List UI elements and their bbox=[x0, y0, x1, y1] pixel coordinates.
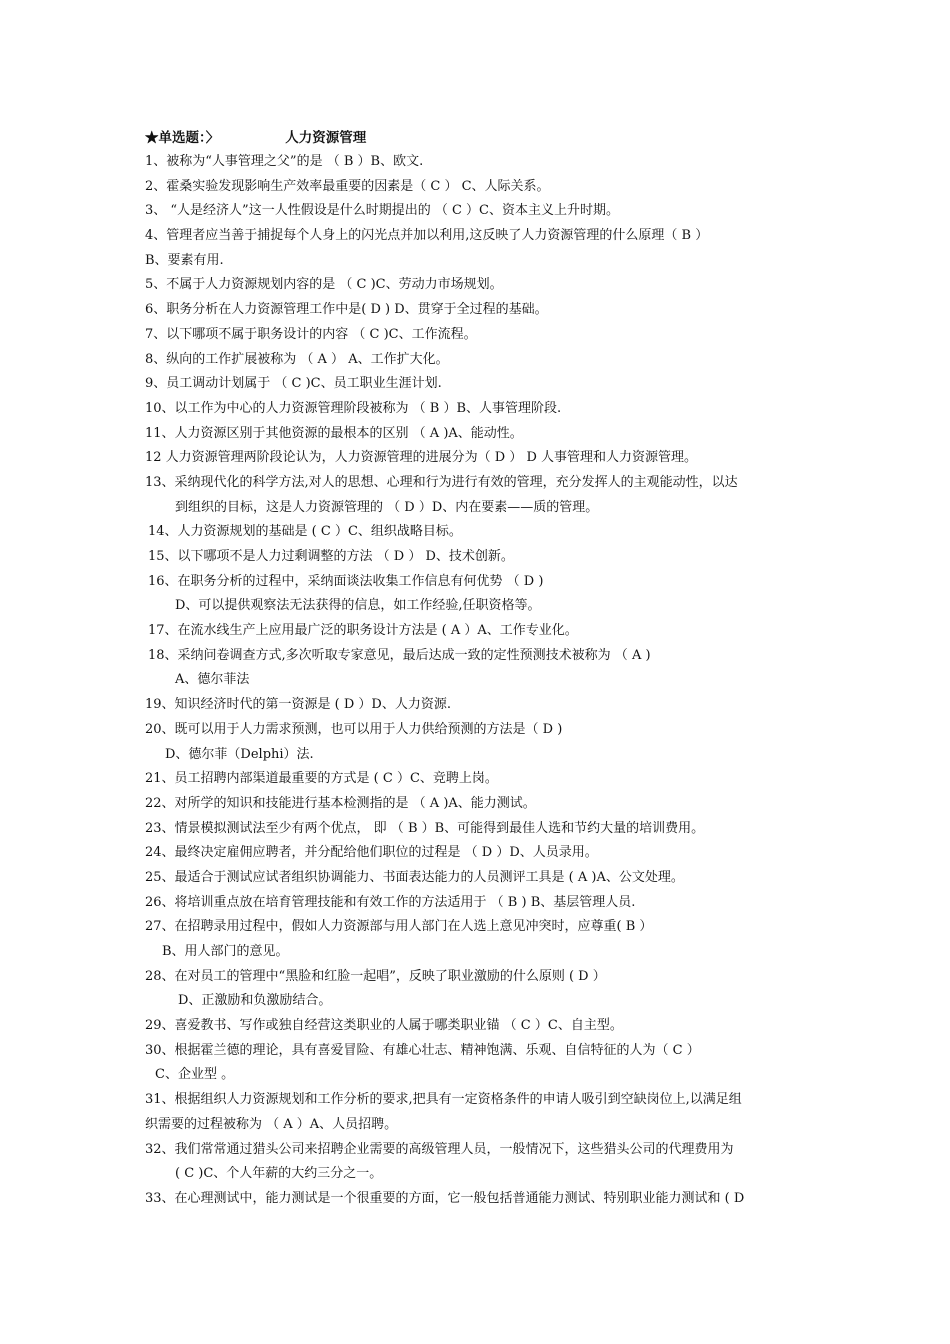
question-line: B、要素有用. bbox=[145, 252, 224, 268]
question-line: C、企业型 。 bbox=[155, 1067, 235, 1083]
question-line: 29、喜爱教书、写作或独自经营这类职业的人属于哪类职业锚 （ C ）C、自主型。 bbox=[145, 1018, 623, 1034]
question-line: B、用人部门的意见。 bbox=[162, 944, 289, 959]
question-line: 23、情景模拟测试法至少有两个优点， 即 （ B ）B、可能得到最佳人选和节约大量的培训费用。 bbox=[145, 820, 705, 836]
question-line: 9、员工调动计划属于 （ C )C、员工职业生涯计划. bbox=[145, 376, 442, 392]
question-line: ( C )C、个人年薪的大约三分之一。 bbox=[175, 1166, 383, 1182]
question-line: 6、职务分析在人力资源管理工作中是( D ) D、贯穿于全过程的基础。 bbox=[145, 302, 548, 318]
question-line: 5、不属于人力资源规划内容的是 （ C )C、劳动力市场规划。 bbox=[145, 277, 503, 293]
question-line: 32、我们常常通过猎头公司来招聘企业需要的高级管理人员，一般情况下，这些猎头公司的代理费用为 bbox=[145, 1141, 734, 1157]
question-line: 15、以下哪项不是人力过剩调整的方法 （ D ） D、技术创新。 bbox=[148, 549, 514, 564]
question-line: 11、人力资源区别于其他资源的最根本的区别 （ A )A、能动性。 bbox=[145, 425, 523, 441]
question-line: 20、既可以用于人力需求预测，也可以用于人力供给预测的方法是（ D ) bbox=[145, 721, 563, 737]
question-line: 14、人力资源规划的基础是 ( C ）C、组织战略目标。 bbox=[148, 524, 462, 540]
question-line: 28、在对员工的管理中“黑脸和红脸一起唱”，反映了职业激励的什么原则 ( D ） bbox=[145, 968, 606, 984]
question-line: 18、采纳问卷调查方式,多次听取专家意见，最后达成一致的定性预测技术被称为 （ A ) bbox=[148, 647, 651, 663]
question-line: 19、知识经济时代的第一资源是 ( D ）D、人力资源. bbox=[145, 697, 451, 713]
question-line: D、可以提供观察法无法获得的信息，如工作经验,任职资格等。 bbox=[175, 598, 541, 614]
question-line: 3、 “人是经济人”这一人性假设是什么时期提出的 （ C ）C、资本主义上升时期。 bbox=[145, 203, 619, 219]
question-line: 7、以下哪项不属于职务设计的内容 （ C )C、工作流程。 bbox=[145, 326, 477, 342]
question-line: A、德尔菲法 bbox=[175, 672, 250, 688]
question-list bbox=[0, 150, 950, 1212]
question-line: D、德尔菲（Delphi）法. bbox=[165, 746, 314, 762]
question-line: 30、根据霍兰德的理论，具有喜爱冒险、有雄心壮志、精神饱满、乐观、自信特征的人为（ C ） bbox=[145, 1042, 700, 1058]
question-line: 26、将培训重点放在培育管理技能和有效工作的方法适用于 （ B ) B、基层管理人员. bbox=[145, 894, 636, 910]
question-line: 8、纵向的工作扩展被称为 （ A ） A、工作扩大化。 bbox=[145, 351, 449, 367]
question-line: 12 人力资源管理两阶段论认为，人力资源管理的进展分为（ D ） D 人事管理和人力资源管理。 bbox=[145, 450, 698, 466]
heading-prefix: ★单选题：〉 bbox=[145, 130, 220, 146]
question-line: 16、在职务分析的过程中，采纳面谈法收集工作信息有何优势 （ D ) bbox=[148, 573, 544, 589]
question-line: 17、在流水线生产上应用最广泛的职务设计方法是 ( A ）A、工作专业化。 bbox=[148, 623, 578, 639]
question-line: 33、在心理测试中，能力测试是一个很重要的方面，它一般包括普通能力测试、特别职业能力测试和 ( D bbox=[145, 1190, 745, 1206]
question-line: 31、根据组织人力资源规划和工作分析的要求,把具有一定资格条件的申请人吸引到空缺岗位上,以满足组 bbox=[145, 1092, 742, 1108]
question-line: 2、霍桑实验发现影响生产效率最重要的因素是（ C ） C、人际关系。 bbox=[145, 178, 550, 194]
question-line: 13、采纳现代化的科学方法,对人的思想、心理和行为进行有效的管理，充分发挥人的主观能动性，以达 bbox=[145, 474, 738, 490]
question-line: 24、最终决定雇佣应聘者，并分配给他们职位的过程是 （ D ）D、人员录用。 bbox=[145, 845, 598, 861]
question-line: 织需要的过程被称为 （ A ）A、人员招聘。 bbox=[145, 1116, 398, 1132]
question-line: D、正激励和负激励结合。 bbox=[178, 993, 332, 1009]
question-line: 4、管理者应当善于捕捉每个人身上的闪光点并加以利用,这反映了人力资源管理的什么原理（ B ） bbox=[145, 228, 709, 244]
question-line: 22、对所学的知识和技能进行基本检测指的是 （ A )A、能力测试。 bbox=[145, 795, 536, 811]
question-line: 21、员工招聘内部渠道最重要的方式是 ( C ）C、竞聘上岗。 bbox=[145, 771, 498, 787]
question-line: 27、在招聘录用过程中，假如人力资源部与用人部门在人选上意见冲突时，应尊重( B ） bbox=[145, 919, 653, 935]
section-heading bbox=[145, 126, 366, 146]
heading-subject: 人力资源管理 bbox=[285, 130, 367, 146]
question-line: 25、最适合于测试应试者组织协调能力、书面表达能力的人员测评工具是 ( A )A、公文处理。 bbox=[145, 869, 684, 885]
question-line: 1、被称为“人事管理之父”的是 （ B ）B、欧文. bbox=[145, 154, 424, 169]
question-line: 到组织的目标，这是人力资源管理的 （ D ）D、内在要素——质的管理。 bbox=[175, 499, 599, 515]
question-line: 10、以工作为中心的人力资源管理阶段被称为 （ B ）B、人事管理阶段. bbox=[145, 400, 562, 416]
